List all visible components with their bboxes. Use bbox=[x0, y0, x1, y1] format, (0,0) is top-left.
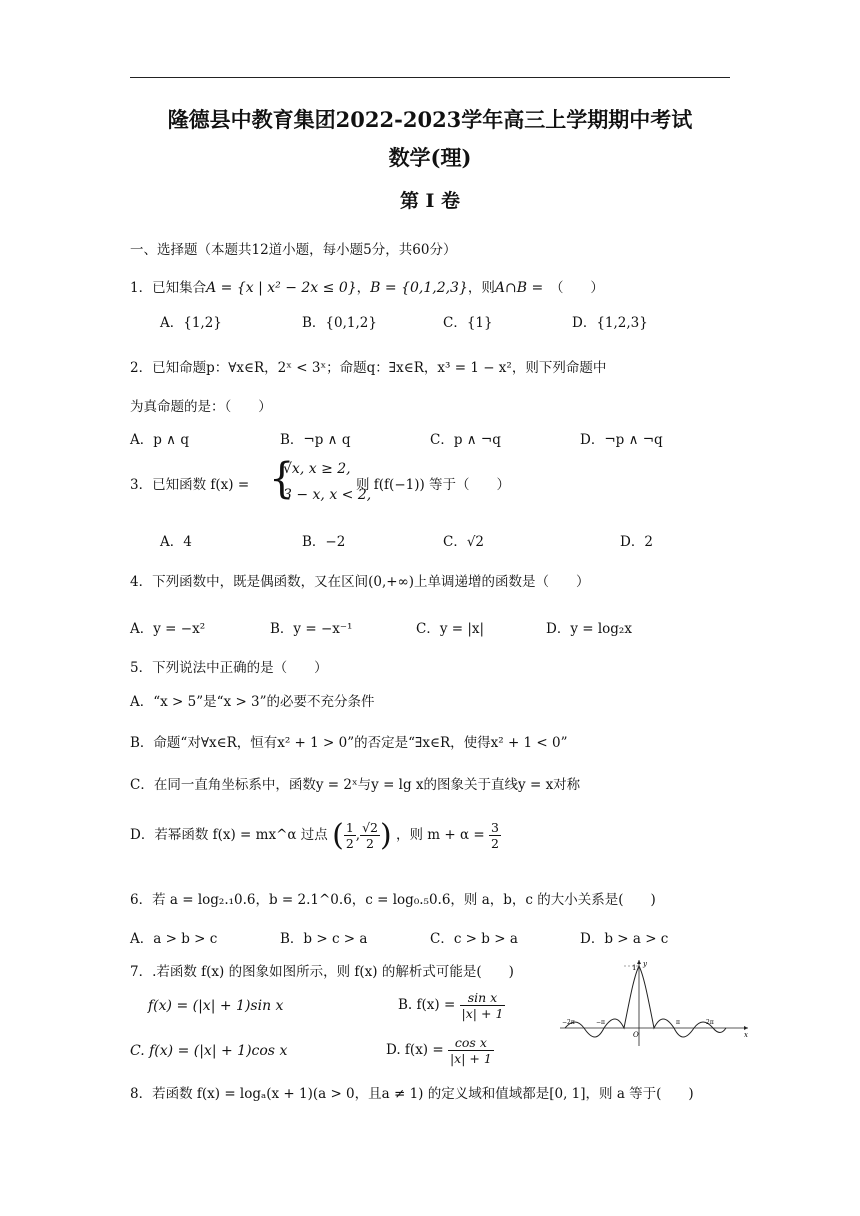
q3-case-1: √x, x ≥ 2, bbox=[283, 461, 351, 477]
q3-brace: { bbox=[269, 454, 295, 504]
volume-label: 第 I 卷 bbox=[399, 190, 461, 212]
exam-title: 隆德县中教育集团2022-2023学年高三上学期期中考试 bbox=[167, 107, 693, 132]
q3-option-a: A．4 bbox=[160, 534, 192, 550]
q3-option-c: C．√2 bbox=[443, 534, 485, 550]
question-5: 5．下列说法中正确的是（ ） bbox=[130, 660, 328, 676]
q7-d-prefix: D. f(x) = bbox=[386, 1042, 444, 1058]
graph-curve bbox=[565, 966, 726, 1037]
q1-prefix: 1．已知集合 bbox=[130, 280, 207, 296]
graph-y-arrow bbox=[637, 960, 641, 964]
q7-option-c: C. f(x) = (|x| + 1)cos x bbox=[130, 1043, 288, 1059]
graph-y-label: y bbox=[643, 960, 647, 968]
q7-option-b bbox=[398, 990, 505, 1021]
q2-option-b: B．¬p ∧ q bbox=[280, 432, 351, 448]
top-rule bbox=[130, 77, 730, 78]
q5-option-d: D．若幂函数 f(x) = mx^α 过点 ( $\frac{1}{2}$ , $\frac{√2}{2}$ ) ，则 m + α = $\frac{3}{2}$ bbox=[130, 818, 499, 853]
q4-option-c: C．y = |x| bbox=[416, 621, 485, 637]
q3-prefix: 3．已知函数 f(x) = bbox=[130, 477, 250, 493]
q5-d-point-x: $\frac{1}{2}$ bbox=[345, 820, 354, 851]
q5-option-c: C．在同一直角坐标系中，函数y = 2ˣ与y = lg x的图象关于直线y = x对称 bbox=[130, 777, 581, 793]
question-7: 7．.若函数 f(x) 的图象如图所示，则 f(x) 的解析式可能是( ) bbox=[130, 964, 514, 980]
q1-paren: （ ） bbox=[556, 280, 604, 296]
q2-option-c: C．p ∧ ¬q bbox=[430, 432, 501, 448]
exam-subject: 数学(理) bbox=[388, 145, 472, 170]
question-4: 4．下列函数中，既是偶函数，又在区间(0,+∞)上单调递增的函数是（ ） bbox=[130, 574, 590, 590]
question-1: 1．已知集合A = {x | x² − 2x ≤ 0}，B = {0,1,2,3}，则A∩B = （ ） bbox=[130, 280, 604, 296]
q6-option-c: C．c > b > a bbox=[430, 931, 518, 947]
q5-d-suffix: ，则 m + α = bbox=[396, 827, 485, 843]
graph-tick-pi: π bbox=[676, 1019, 680, 1026]
q6-option-b: B．b > c > a bbox=[280, 931, 368, 947]
q5-d-answer: $\frac{3}{2}$ bbox=[491, 820, 499, 851]
q1-set-b: B = {0,1,2,3} bbox=[370, 280, 468, 296]
q7-option-a: f(x) = (|x| + 1)sin x bbox=[148, 998, 284, 1014]
q1-option-b: B．{0,1,2} bbox=[302, 315, 377, 331]
q7-d-denominator: |x| + 1 bbox=[449, 1051, 492, 1066]
graph-tick-neg-pi: −π bbox=[596, 1019, 605, 1026]
q1-then: ，则 bbox=[467, 280, 495, 296]
q3-option-d: D．2 bbox=[620, 534, 653, 550]
q3-case-2: 3 − x, x < 2, bbox=[283, 487, 372, 503]
q6-option-d: D．b > a > c bbox=[580, 931, 669, 947]
q1-option-d: D．{1,2,3} bbox=[572, 315, 648, 331]
q4-option-b: B．y = −x⁻¹ bbox=[270, 621, 353, 637]
section-heading: 一、选择题（本题共12道小题，每小题5分，共60分） bbox=[130, 242, 457, 258]
function-graph bbox=[560, 958, 750, 1048]
q6-option-a: A．a > b > c bbox=[130, 931, 218, 947]
q7-b-denominator: |x| + 1 bbox=[461, 1006, 504, 1021]
question-2-line2: 为真命题的是：（ ） bbox=[130, 399, 272, 415]
q5-option-b: B．命题“对∀x∈R，恒有x² + 1 > 0”的否定是“∃x∈R，使得x² + 1 < 0” bbox=[130, 735, 568, 751]
q7-b-prefix: B. f(x) = bbox=[398, 997, 456, 1013]
q5-option-a: A．“x > 5”是“x > 3”的必要不充分条件 bbox=[130, 694, 375, 710]
graph-x-arrow bbox=[744, 1026, 748, 1030]
q4-option-d: D．y = log₂x bbox=[546, 621, 632, 637]
q7-b-numerator: sin x bbox=[460, 990, 506, 1006]
graph-origin-label: O bbox=[633, 1031, 639, 1039]
q1-expr: A∩B = bbox=[494, 280, 544, 296]
q5-d-point-y: $\frac{√2}{2}$ bbox=[362, 820, 378, 851]
q7-option-d bbox=[386, 1035, 494, 1066]
graph-tick-2pi: 2π bbox=[706, 1019, 714, 1026]
graph-x-label: x bbox=[744, 1031, 748, 1039]
question-2-line1: 2．已知命题p：∀x∈R，2ˣ < 3ˣ；命题q：∃x∈R，x³ = 1 − x²，则下列命题中 bbox=[130, 360, 607, 376]
q3-option-b: B．−2 bbox=[302, 534, 346, 550]
q1-option-a: A．{1,2} bbox=[160, 315, 222, 331]
q2-option-a: A．p ∧ q bbox=[130, 432, 189, 448]
q2-option-d: D．¬p ∧ ¬q bbox=[580, 432, 663, 448]
question-8: 8．若函数 f(x) = logₐ(x + 1)(a > 0，且a ≠ 1) 的定义域和值域都是[0, 1]，则 a 等于( ) bbox=[130, 1086, 694, 1102]
q1-set-a: A = {x | x² − 2x ≤ 0} bbox=[206, 280, 357, 296]
graph-tick-neg-2pi: −2π bbox=[562, 1019, 575, 1026]
q5-d-prefix: D．若幂函数 f(x) = mx^α 过点 bbox=[130, 827, 328, 843]
q7-d-numerator: cos x bbox=[448, 1035, 494, 1051]
q4-option-a: A．y = −x² bbox=[130, 621, 206, 637]
q3-suffix: 则 f(f(−1)) 等于（ ） bbox=[356, 477, 511, 493]
graph-peak-label: 1 bbox=[632, 964, 637, 972]
q1-option-c: C．{1} bbox=[443, 315, 493, 331]
question-6: 6．若 a = log₂.₁0.6，b = 2.1^0.6，c = log₀.₅0.6，则 a，b，c 的大小关系是( ) bbox=[130, 892, 656, 908]
